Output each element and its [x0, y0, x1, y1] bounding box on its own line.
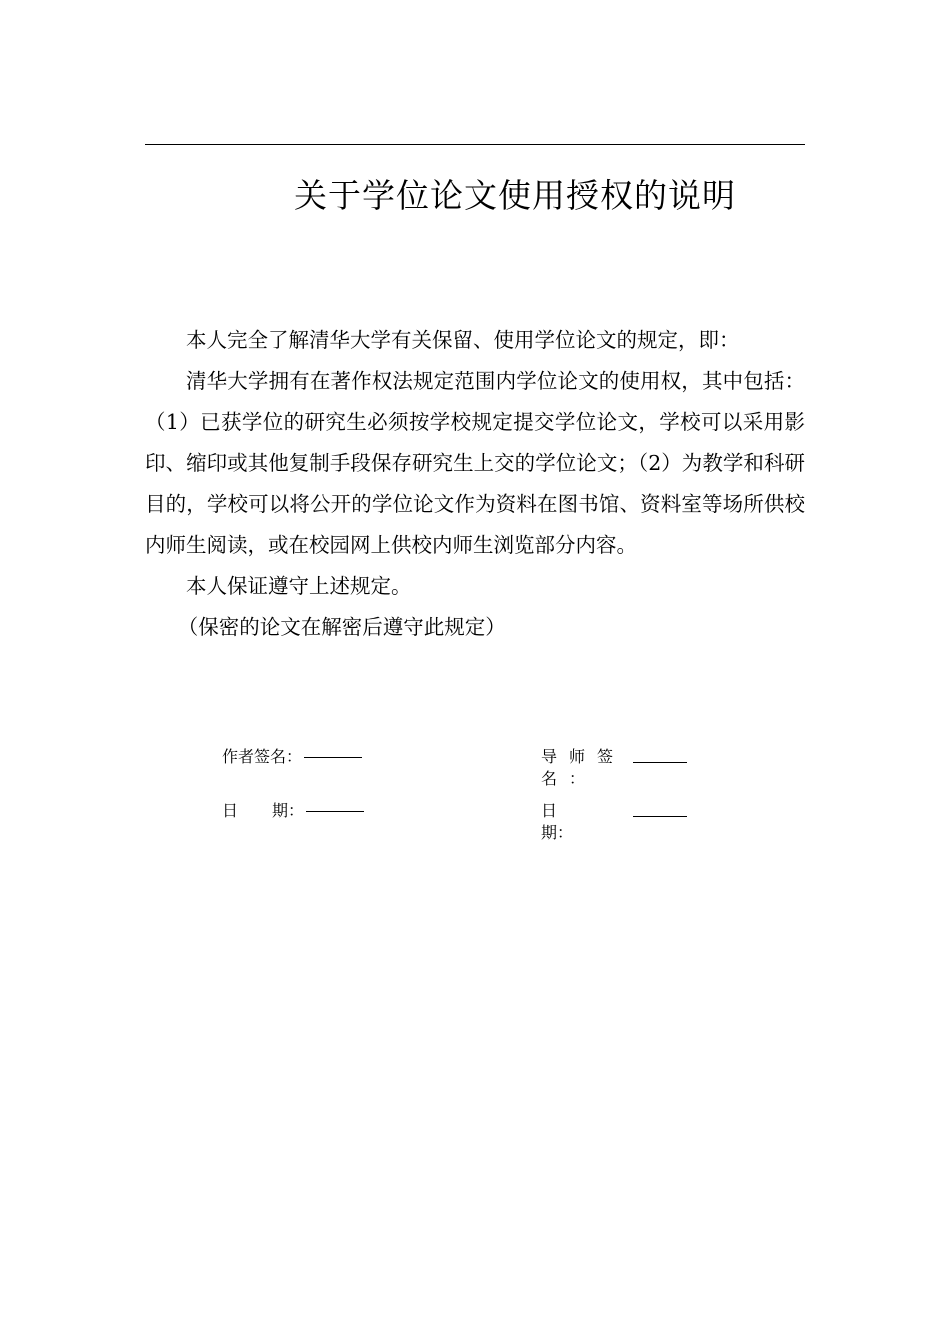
advisor-signature-line	[633, 762, 687, 763]
paragraph-rights: 清华大学拥有在著作权法规定范围内学位论文的使用权，其中包括：（1）已获学位的研究生必须按学校规定提交学位论文，学校可以采用影印、缩印或其他复制手段保存研究生上交的学位论文；（2）为教学和科研目的，学校可以将公开的学位论文作为资料在图书馆、资料室等场所供校内师生阅读，或在校园网上供校内师生浏览部分内容。	[145, 369, 805, 557]
author-date-line	[306, 811, 364, 812]
author-date-label-part1: 日	[222, 801, 239, 820]
author-signature-field	[222, 746, 362, 768]
author-signature-line	[304, 757, 362, 758]
paragraph-confidential-note: （保密的论文在解密后遵守此规定）	[177, 615, 506, 639]
advisor-signature-field	[541, 746, 691, 790]
document-title: 关于学位论文使用授权的说明	[294, 176, 736, 215]
paragraph-intro: 本人完全了解清华大学有关保留、使用学位论文的规定，即：	[186, 328, 740, 352]
paragraph-pledge: 本人保证遵守上述规定。	[186, 574, 412, 598]
document-body	[145, 320, 805, 648]
author-date-field	[222, 800, 364, 822]
author-signature-label: 作者签名：	[222, 747, 303, 766]
advisor-signature-label: 导师签名：	[541, 747, 626, 788]
author-date-label-part2: 期：	[272, 801, 305, 820]
advisor-date-field	[541, 800, 691, 844]
advisor-date-line	[633, 816, 687, 817]
advisor-date-label: 日期：	[541, 801, 574, 842]
top-horizontal-rule	[145, 144, 805, 145]
